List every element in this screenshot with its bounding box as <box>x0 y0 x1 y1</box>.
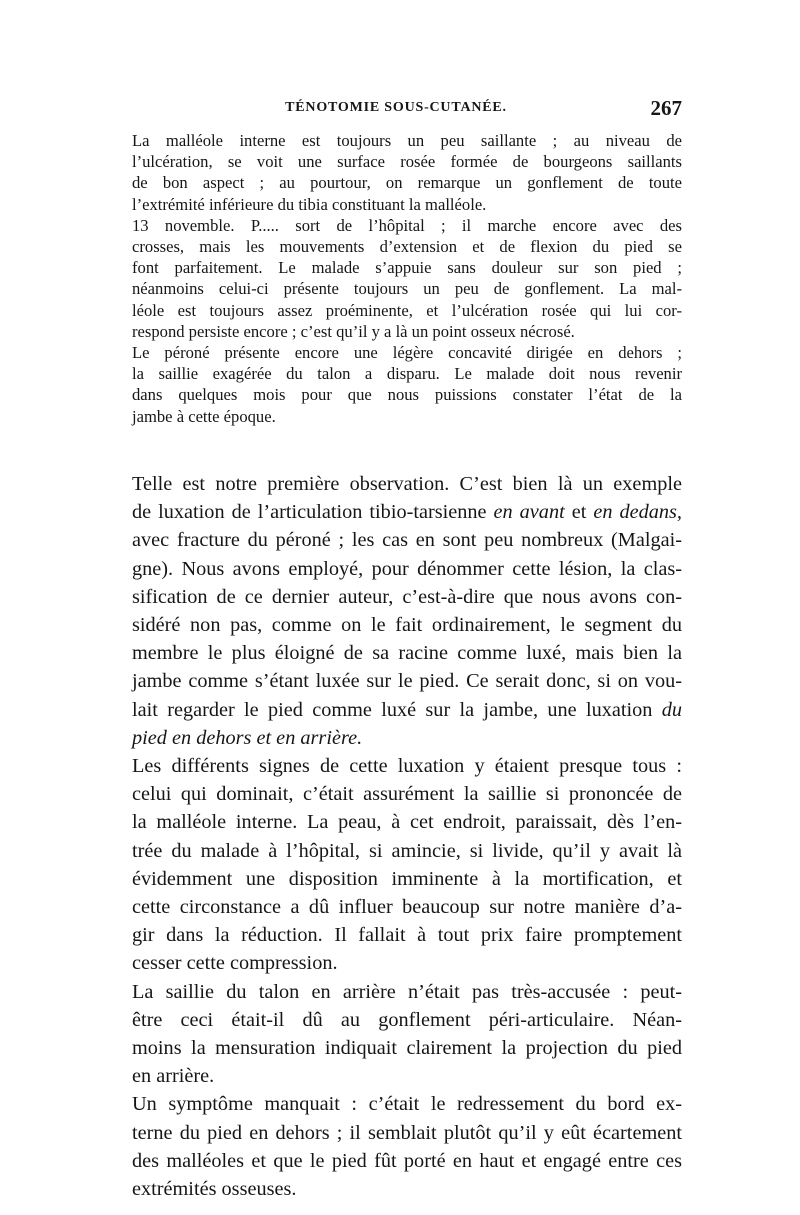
italic-term: du <box>661 698 682 721</box>
observation-paragraph <box>110 342 682 427</box>
text-line: Un symptôme manquait : c’était le redressement du bord ex- <box>132 1093 682 1116</box>
text-line: sification de ce dernier auteur, c’est-à-dire que nous avons con- <box>132 585 682 608</box>
text-line: évidemment une disposition imminente à la mortification, et <box>132 867 682 890</box>
text-line: jambe à cette époque. <box>132 406 276 426</box>
text-line: La saillie du talon en arrière n’était pas très-accusée : peut- <box>132 980 682 1003</box>
text-line: être ceci était-il dû au gonflement péri-articulaire. Néan- <box>132 1008 682 1031</box>
commentary-paragraph <box>110 752 682 978</box>
text-segment: lait regarder le pied comme luxé sur la jambe, une luxation <box>132 698 662 721</box>
text-line: moins la mensuration indiquait clairement la projection du pied <box>132 1037 682 1060</box>
text-segment: de luxation de l’articulation tibio-tarsienne <box>132 501 494 524</box>
observation-paragraph <box>110 130 682 215</box>
text-line: jambe comme s’étant luxée sur le pied. Ce serait donc, si on vou- <box>132 670 682 693</box>
text-line: respond persiste encore ; c’est qu’il y a là un point osseux nécrosé. <box>132 321 575 341</box>
text-line <box>110 724 682 752</box>
page-number: 267 <box>650 96 682 120</box>
text-line: l’ulcération, se voit une surface rosée formée de bourgeons saillants <box>132 152 682 172</box>
text-segment: et <box>564 501 594 524</box>
text-line: trée du malade à l’hôpital, si amincie, si livide, qu’il y avait là <box>132 839 682 862</box>
text-line: en arrière. <box>132 1065 215 1088</box>
commentary-paragraph <box>110 978 682 1091</box>
italic-term: pied en dehors et en arrière. <box>132 726 363 749</box>
text-line: crosses, mais les mouvements d’extension et de flexion du pied se <box>132 237 682 257</box>
case-observation-text <box>110 130 682 427</box>
text-line: dans quelques mois pour que nous puissions constater l’état de la <box>132 385 682 405</box>
text-line: Le péroné présente encore une légère concavité dirigée en dehors ; <box>132 343 682 363</box>
text-line: sidéré non pas, comme on le fait ordinairement, le segment du <box>132 614 682 637</box>
text-line: font parfaitement. Le malade s’appuie sans douleur sur son pied ; <box>132 258 682 278</box>
text-line: Les différents signes de cette luxation y étaient presque tous : <box>132 755 682 778</box>
text-line: léole est toujours assez proéminente, et l’ulcération rosée qui lui cor- <box>132 300 682 320</box>
text-line: néanmoins celui-ci présente toujours un peu de gonflement. La mal- <box>132 279 682 299</box>
text-line: des malléoles et que le pied fût porté en haut et engagé entre ces <box>132 1149 682 1172</box>
text-line: de bon aspect ; au pourtour, on remarque un gonflement de toute <box>132 173 682 193</box>
text-line: la malléole interne. La peau, à cet endroit, paraissait, dès l’en- <box>132 811 682 834</box>
text-line <box>110 696 682 724</box>
text-line: extrémités osseuses. <box>132 1178 297 1201</box>
text-line: Telle est notre première observation. C’est bien là un exemple <box>132 473 682 495</box>
observation-paragraph <box>110 215 682 342</box>
italic-term: en avant <box>493 501 565 524</box>
italic-term: en dedans, <box>593 501 682 524</box>
running-title: TÉNOTOMIE SOUS-CUTANÉE. <box>285 100 507 115</box>
commentary-paragraph <box>110 470 682 752</box>
running-head <box>110 96 682 126</box>
text-line: terne du pied en dehors ; il semblait plutôt qu’il y eût écartement <box>132 1121 682 1144</box>
text-line: gir dans la réduction. Il fallait à tout prix faire promptement <box>132 924 682 947</box>
commentary-text <box>110 470 682 1203</box>
text-line: cesser cette compression. <box>132 952 338 975</box>
text-line: membre le plus éloigné de sa racine comme luxé, mais bien la <box>132 642 682 665</box>
commentary-paragraph <box>110 1090 682 1203</box>
text-line: celui qui dominait, c’était assurément la saillie si prononcée de <box>132 783 682 806</box>
text-line: 13 novemble. P..... sort de l’hôpital ; il marche encore avec des <box>132 215 682 235</box>
text-line: l’extrémité inférieure du tibia constituant la malléole. <box>132 194 487 214</box>
text-line <box>110 498 682 526</box>
text-line: La malléole interne est toujours un peu saillante ; au niveau de <box>132 131 682 150</box>
text-line: avec fracture du péroné ; les cas en sont peu nombreux (Malgai- <box>132 529 682 552</box>
text-line: la saillie exagérée du talon a disparu. Le malade doit nous revenir <box>132 364 682 384</box>
text-line: cette circonstance a dû influer beaucoup sur notre manière d’a- <box>132 896 682 919</box>
text-line: gne). Nous avons employé, pour dénommer cette lésion, la clas- <box>132 557 682 580</box>
